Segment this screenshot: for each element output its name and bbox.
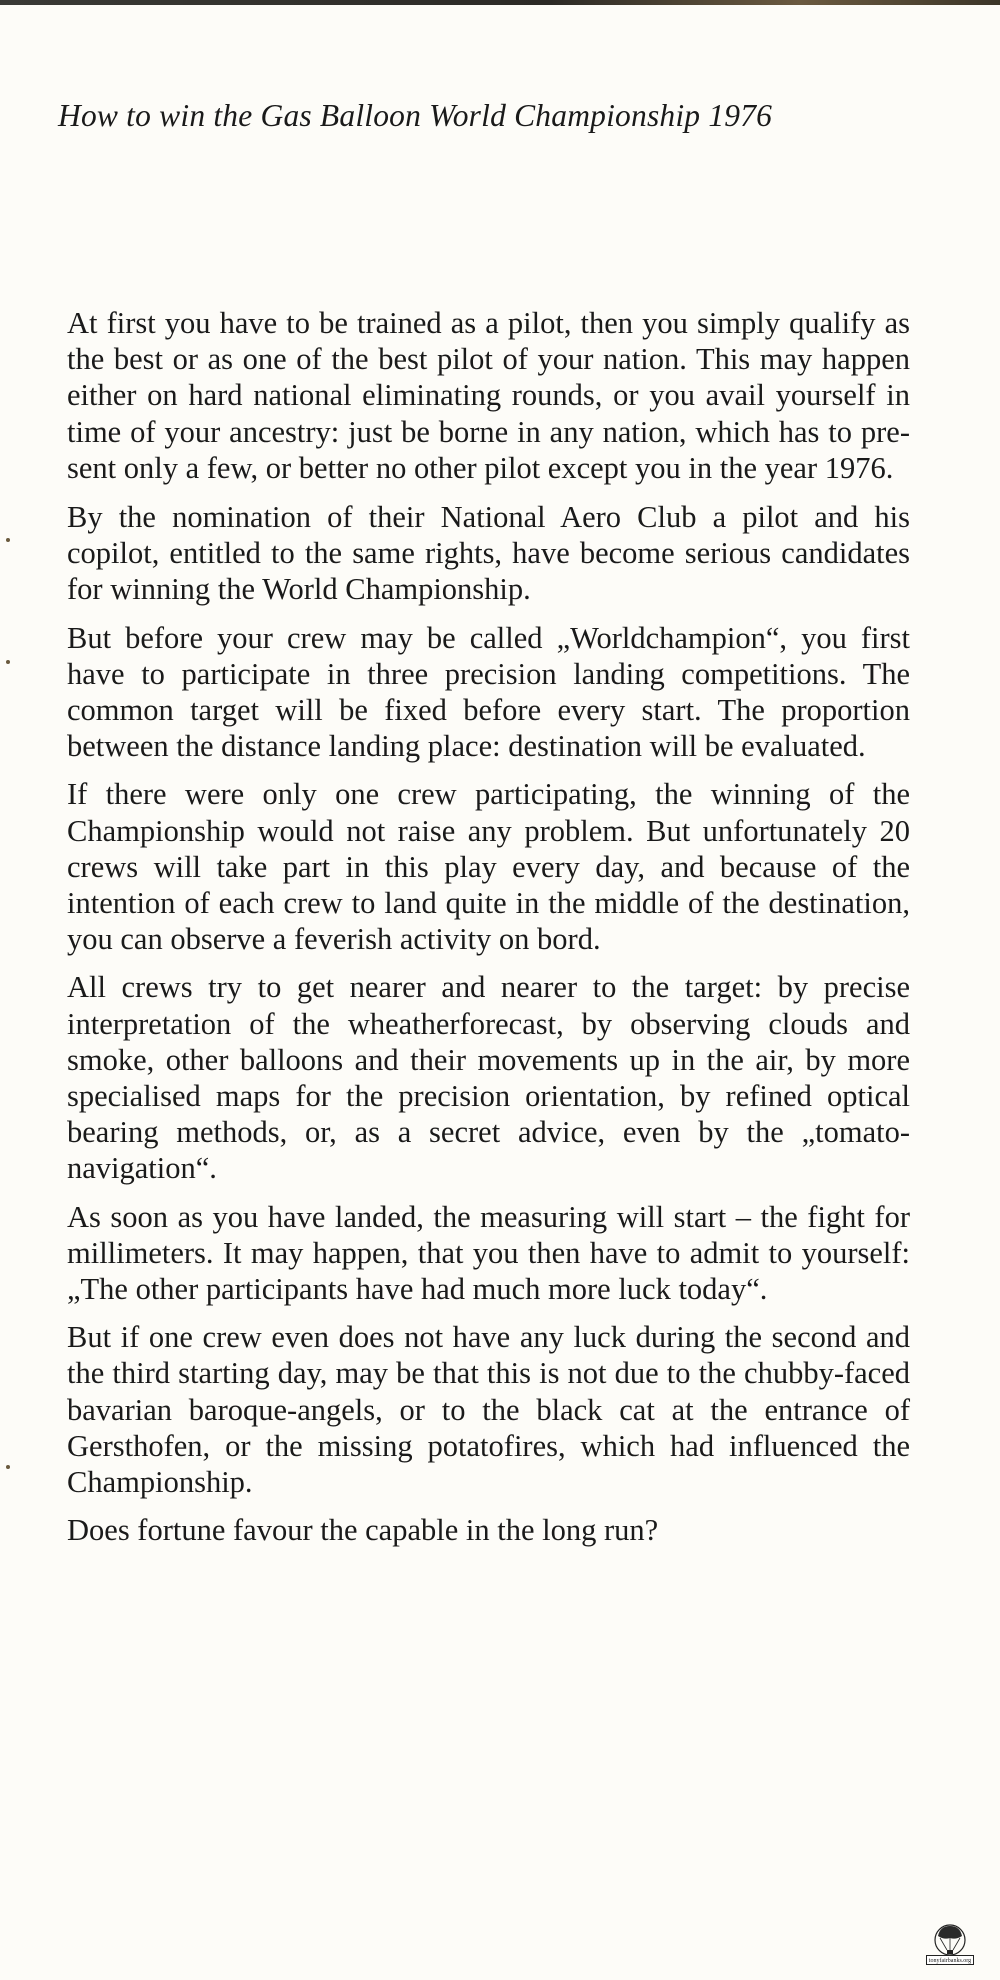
paragraph: But if one crew even does not have any luck during the second and the third starting day, may be that this is not due to the chubby-faced bavarian baroque-angels, or to the black cat at the entrance of Gersthofen, or the missing potatofires, which had influenced the Championship. [67, 1320, 910, 1500]
paragraph: All crews try to get nearer and nearer to the target: by precise interpretation of the wheatherforecast, by observing clouds and smoke, other balloons and their movements up in the air, by more specialised maps for the precision orientation, by refined optical bearing methods, or, as a secret advice, even by the „tomato-navigation“. [67, 970, 910, 1186]
paragraph: As soon as you have landed, the measuring will start – the fight for millimeters. It may happen, that you then have to admit to yourself: „The other participants have had much more luck today“. [67, 1199, 910, 1307]
binding-hole [6, 660, 10, 664]
paragraph: At first you have to be trained as a pilot, then you simply qualify as the best or as one of the best pilot of your nation. This may happen either on hard national eliminating rounds, or you avail yourself in time of your ancestry: just be borne in any nation, which has to present only a few, or better no other pilot except you in the year 1976. [67, 306, 910, 485]
paragraph: By the nomination of their National Aero Club a pilot and his copilot, entitled to the same rights, have become serious candidates for winning the World Championship. [67, 500, 910, 607]
paragraph: If there were only one crew participating, the winning of the Championship would not raise any problem. But unfortunately 20 crews will take part in this play every day, and because of the intention of each crew to land quite in the middle of the destination, you can observe a feverish activity on bord. [67, 777, 910, 957]
watermark-text: tonyfairbanks.org [926, 1955, 974, 1965]
page-top-edge [0, 0, 1000, 5]
paragraph: But before your crew may be called „Worldchampion“, you first have to participate in three precision landing competitions. The common target will be fixed before every start. The proportion between the distance landing place: destination will be evaluated. [67, 620, 910, 764]
page-title: How to win the Gas Balloon World Championship 1976 [58, 98, 773, 133]
binding-hole [6, 538, 10, 542]
paragraph: Does fortune favour the capable in the long run? [67, 1513, 659, 1548]
binding-hole [6, 1465, 10, 1469]
article-body [67, 305, 910, 1561]
binding-holes [0, 0, 20, 1980]
